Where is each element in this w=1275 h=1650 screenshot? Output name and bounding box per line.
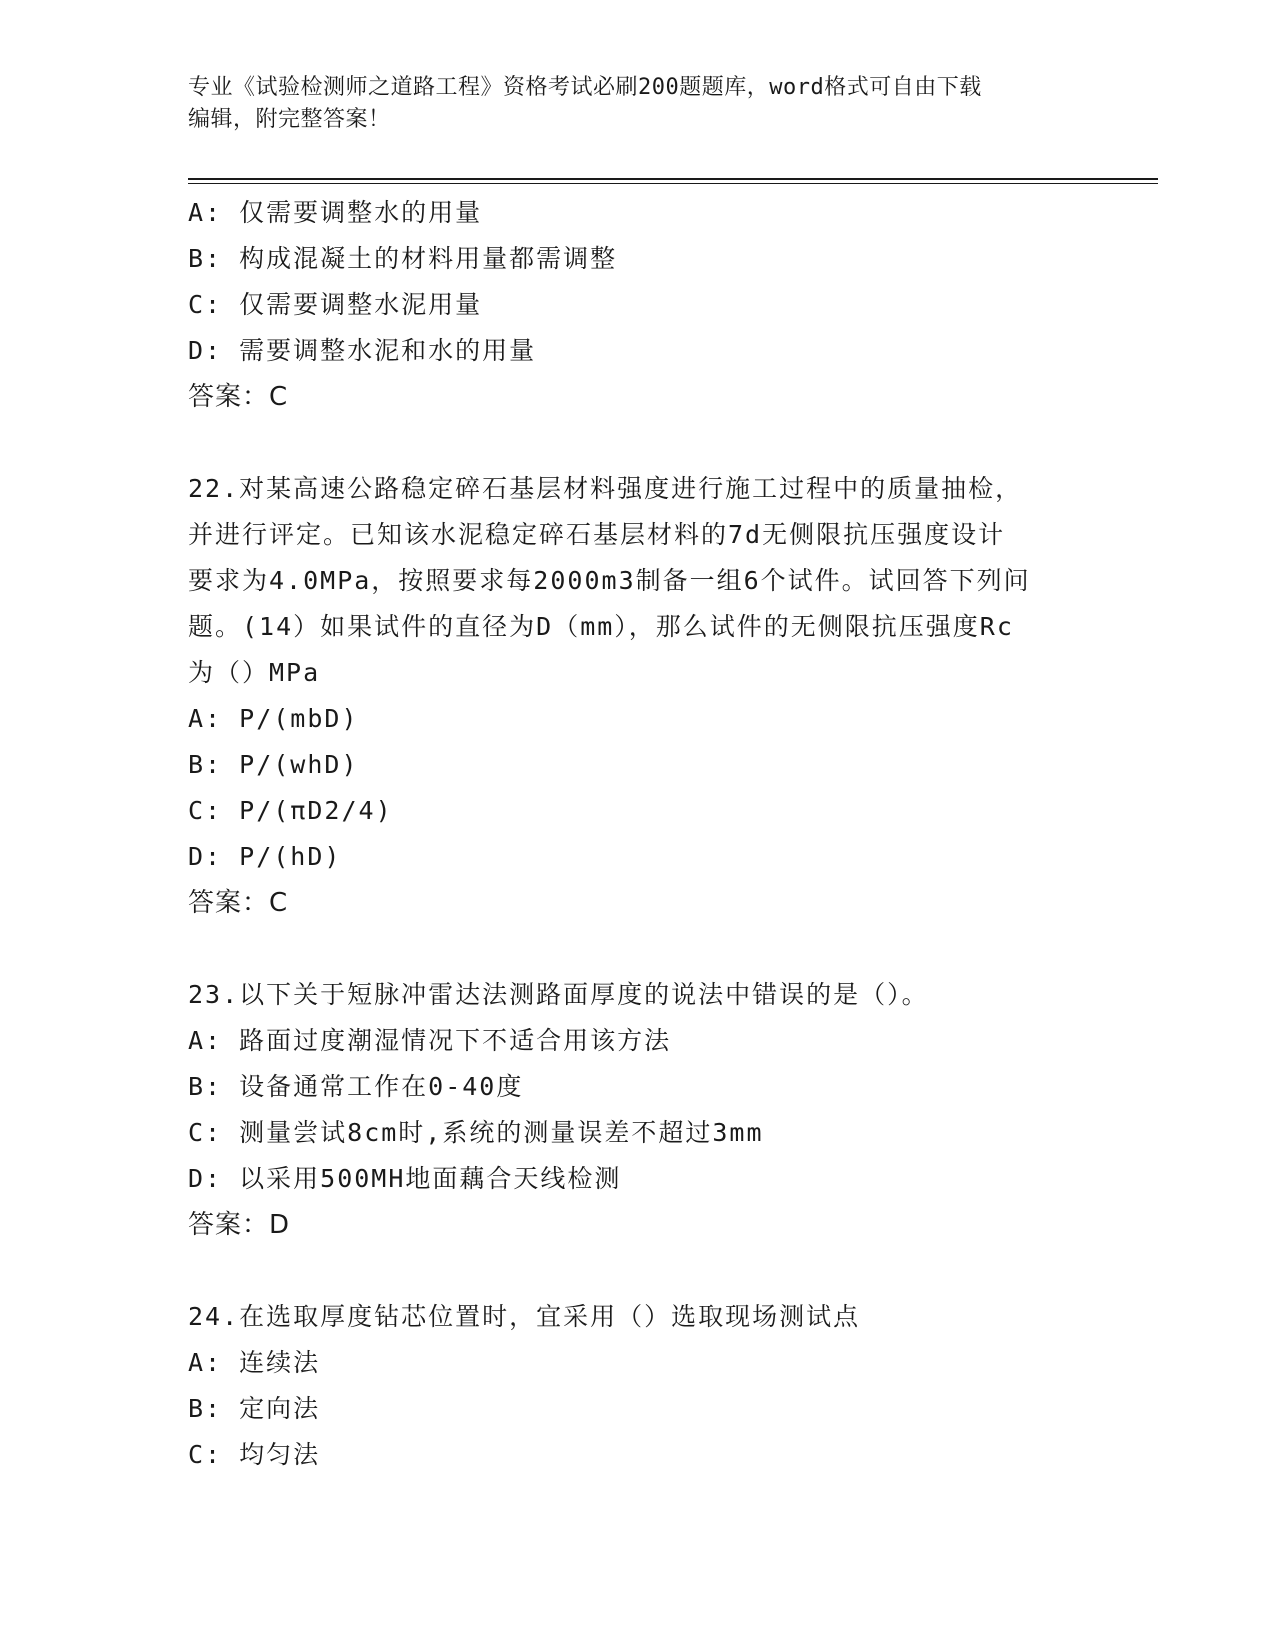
q23-option-d: D: 以采用500MH地面藕合天线检测 xyxy=(188,1164,622,1193)
q22-option-c: C: P/(πD2/4) xyxy=(188,796,393,825)
q24-option-b: B: 定向法 xyxy=(188,1394,321,1423)
q21-option-d: D: 需要调整水泥和水的用量 xyxy=(188,336,537,365)
document-header xyxy=(188,72,1068,136)
q22-option-b: B: P/(whD) xyxy=(188,750,359,779)
question-content xyxy=(188,190,1088,1478)
q21-answer: 答案：C xyxy=(188,382,289,412)
question-23 xyxy=(188,972,1088,1248)
header-line-1: 专业《试验检测师之道路工程》资格考试必刷200题题库，word格式可自由下载 xyxy=(188,75,982,100)
spacer xyxy=(188,420,1088,466)
q21-option-b: B: 构成混凝土的材料用量都需调整 xyxy=(188,244,618,273)
q21-option-c: C: 仅需要调整水泥用量 xyxy=(188,290,483,319)
q22-stem-line-1: 22.对某高速公路稳定碎石基层材料强度进行施工过程中的质量抽检， xyxy=(188,474,1023,503)
question-22 xyxy=(188,466,1088,926)
header-line-2: 编辑，附完整答案！ xyxy=(188,107,391,132)
q24-stem: 24.在选取厚度钻芯位置时，宜采用（）选取现场测试点 xyxy=(188,1302,861,1331)
q22-stem-line-4: 题。(14）如果试件的直径为D（mm），那么试件的无侧限抗压强度Rc xyxy=(188,612,1014,641)
question-21 xyxy=(188,190,1088,420)
q23-option-b: B: 设备通常工作在0-40度 xyxy=(188,1072,524,1101)
q22-stem-line-5: 为（）MPa xyxy=(188,658,321,687)
q22-stem-line-3: 要求为4.0MPa，按照要求每2000m3制备一组6个试件。试回答下列问 xyxy=(188,566,1031,595)
q23-answer: 答案：D xyxy=(188,1210,291,1240)
header-divider xyxy=(188,178,1158,184)
q24-option-c: C: 均匀法 xyxy=(188,1440,321,1469)
q22-answer: 答案：C xyxy=(188,888,289,918)
question-24 xyxy=(188,1294,1088,1478)
q24-option-a: A: 连续法 xyxy=(188,1348,321,1377)
spacer xyxy=(188,926,1088,972)
q23-option-c: C: 测量尝试8cm时,系统的测量误差不超过3mm xyxy=(188,1118,764,1147)
q22-stem-line-2: 并进行评定。已知该水泥稳定碎石基层材料的7d无侧限抗压强度设计 xyxy=(188,520,1006,549)
spacer xyxy=(188,1248,1088,1294)
q23-option-a: A: 路面过度潮湿情况下不适合用该方法 xyxy=(188,1026,672,1055)
q22-option-a: A: P/(mbD) xyxy=(188,704,359,733)
q22-option-d: D: P/(hD) xyxy=(188,842,342,871)
q21-option-a: A: 仅需要调整水的用量 xyxy=(188,198,483,227)
q23-stem: 23.以下关于短脉冲雷达法测路面厚度的说法中错误的是（）。 xyxy=(188,980,929,1009)
